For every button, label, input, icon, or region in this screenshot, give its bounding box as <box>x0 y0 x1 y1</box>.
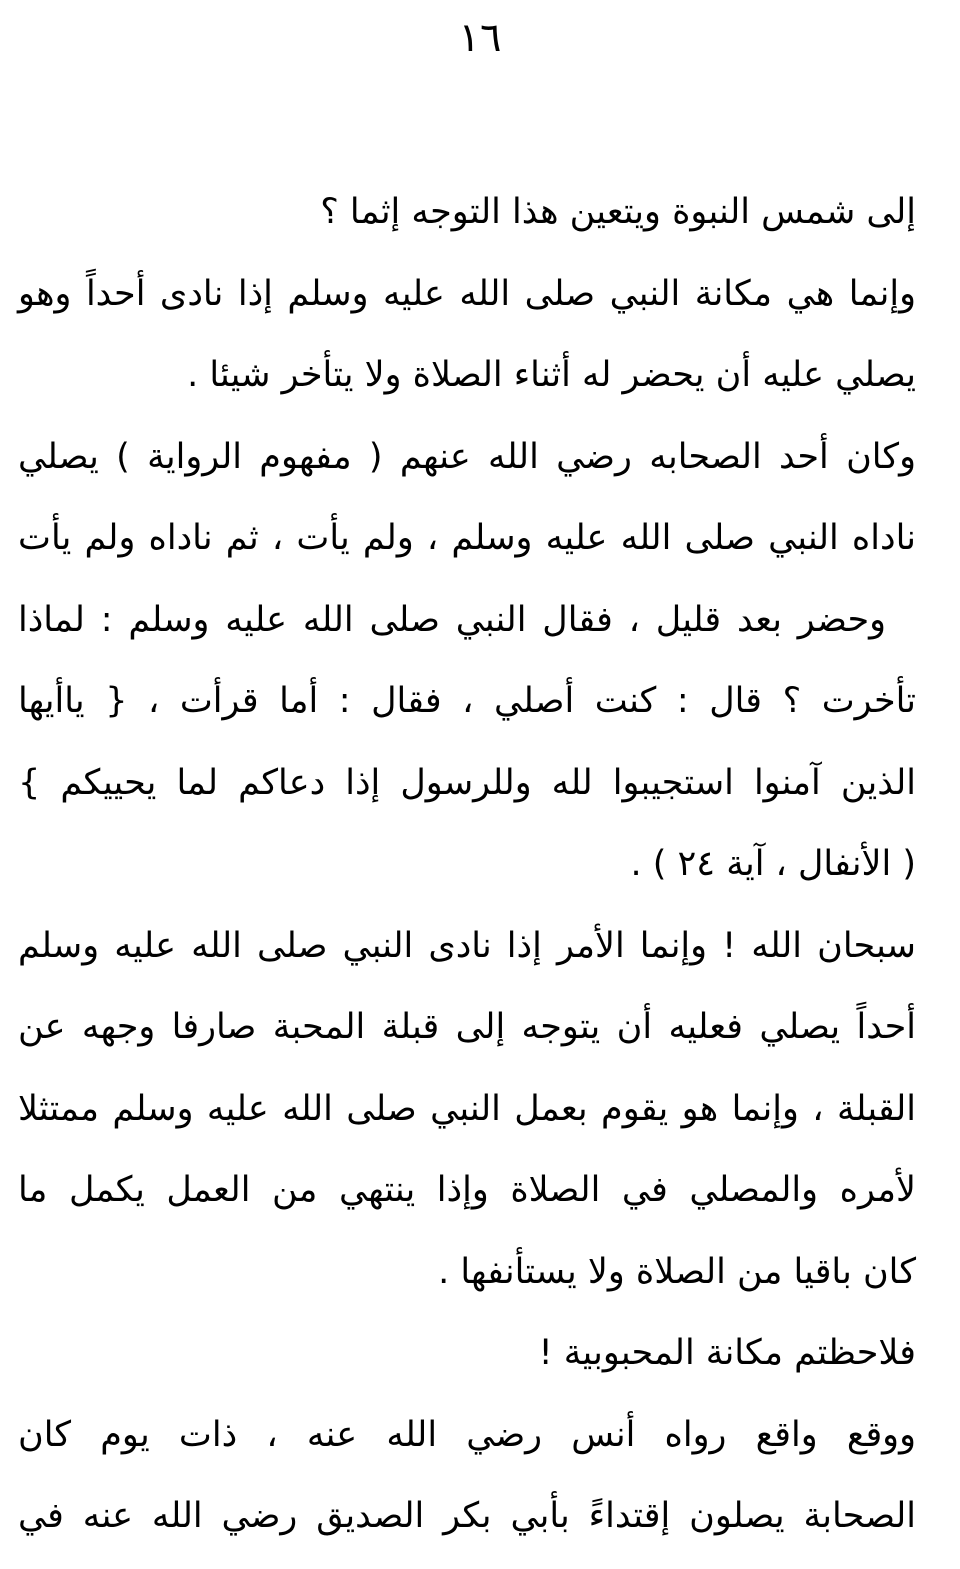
text-line: ناداه النبي صلى الله عليه وسلم ، ولم يأت ، ثم ناداه ولم يأت <box>18 518 916 558</box>
text-line: القبلة ، وإنما هو يقوم بعمل النبي صلى الله عليه وسلم ممتثلا <box>18 1088 916 1129</box>
text-line: لأمره والمصلي في الصلاة وإذا ينتهي من العمل يكمل ما <box>18 1170 916 1210</box>
text-line: فلاحظتم مكانة المحبوبية ! <box>538 1333 916 1373</box>
page-number: ١٦ <box>458 15 502 61</box>
text-line: أحداً يصلي فعليه أن يتوجه إلى قبلة المحبة صارفا وجهه عن <box>18 1007 916 1047</box>
text-line: تأخرت ؟ قال : كنت أصلي ، فقال : أما قرأت ، { ياأيها <box>18 681 916 721</box>
body-text <box>18 182 916 1568</box>
text-line: كان باقيا من الصلاة ولا يستأنفها . <box>438 1251 916 1292</box>
text-line: وإنما هي مكانة النبي صلى الله عليه وسلم إذا نادى أحداً وهو <box>18 273 916 314</box>
text-line: إلى شمس النبوة ويتعين هذا التوجه إثما ؟ <box>320 192 916 232</box>
text-line: وحضر بعد قليل ، فقال النبي صلى الله عليه وسلم : لماذا <box>18 599 886 640</box>
text-line: وكان أحد الصحابه رضي الله عنهم ( مفهوم الرواية ) يصلي <box>18 436 916 477</box>
text-line: الذين آمنوا استجيبوا لله وللرسول إذا دعاكم لما يحييكم } <box>18 762 916 803</box>
text-line: سبحان الله ! وإنما الأمر إذا نادى النبي صلى الله عليه وسلم <box>18 925 916 966</box>
text-line: يصلي عليه أن يحضر له أثناء الصلاة ولا يتأخر شيئا . <box>187 355 916 395</box>
text-line: ووقع واقع رواه أنس رضي الله عنه ، ذات يوم كان <box>18 1414 916 1455</box>
text-line: ( الأنفال ، آية ٢٤ ) . <box>630 844 916 884</box>
text-line: الصحابة يصلون إقتداءً بأبي بكر الصديق رضي الله عنه في <box>18 1496 916 1536</box>
